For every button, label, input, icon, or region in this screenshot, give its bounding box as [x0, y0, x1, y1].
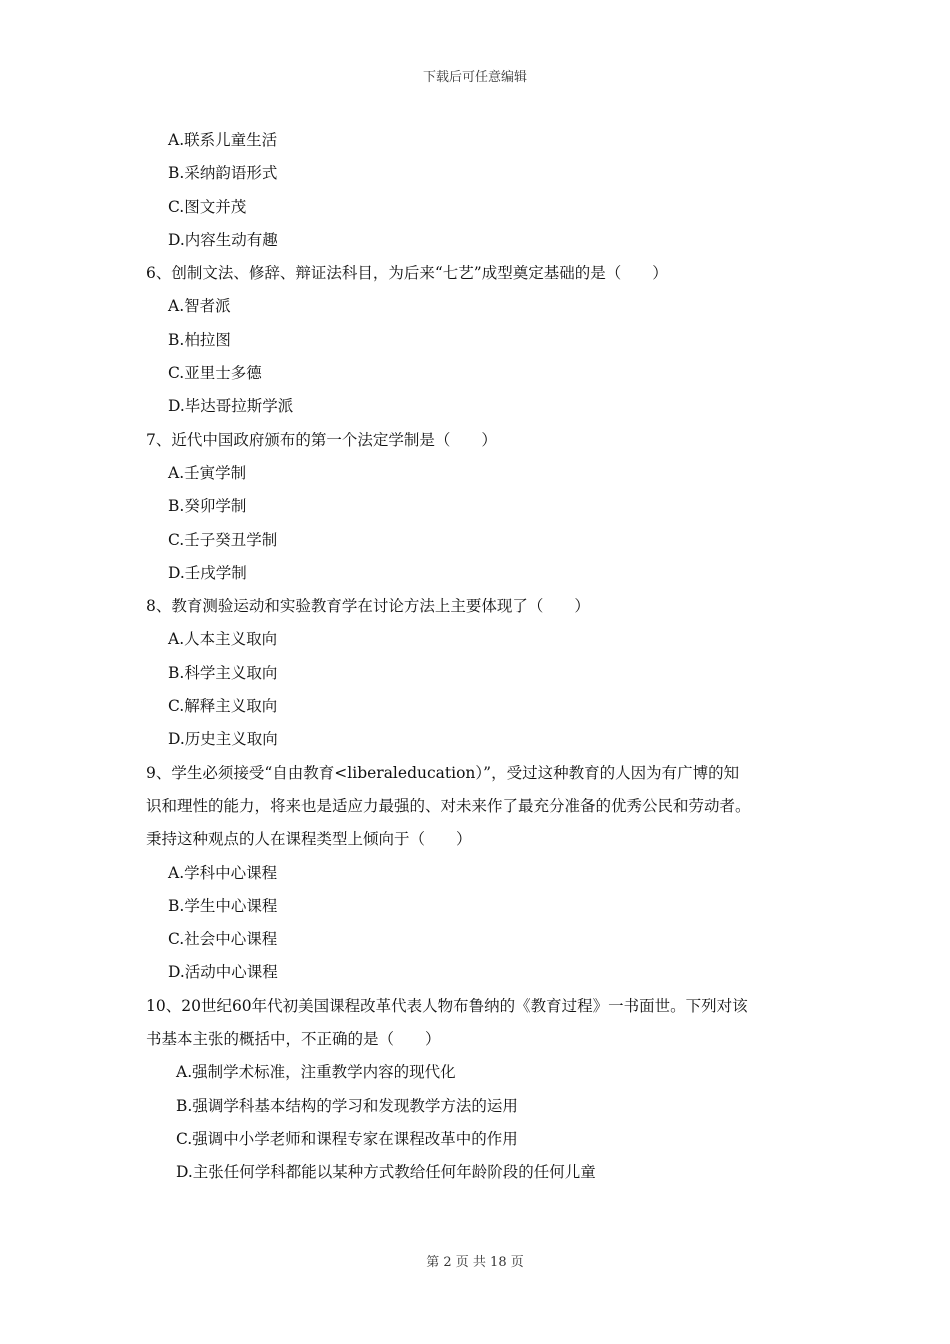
- option-line: A.联系儿童生活: [168, 131, 278, 149]
- question-line: 书基本主张的概括中，不正确的是（ ）: [146, 1030, 441, 1049]
- option-line: D.毕达哥拉斯学派: [168, 397, 294, 416]
- option-line: B.柏拉图: [168, 330, 231, 349]
- option-line: C.亚里士多德: [168, 364, 262, 383]
- option-line: B.学生中心课程: [168, 896, 278, 915]
- option-line: C.解释主义取向: [168, 697, 278, 716]
- option-line: A.人本主义取向: [168, 630, 278, 649]
- option-line: A.学科中心课程: [168, 863, 278, 882]
- option-line: B.强调学科基本结构的学习和发现教学方法的运用: [176, 1096, 518, 1115]
- option-line: A.智者派: [168, 297, 231, 316]
- option-line: C.强调中小学老师和课程专家在课程改革中的作用: [176, 1129, 518, 1148]
- option-line: C.图文并茂: [168, 197, 247, 216]
- option-line: B.癸卯学制: [168, 497, 247, 516]
- option-line: D.历史主义取向: [168, 730, 278, 749]
- question-line: 7、近代中国政府颁布的第一个法定学制是（ ）: [146, 430, 497, 449]
- question-line: 6、创制文法、修辞、辩证法科目，为后来“七艺”成型奠定基础的是（ ）: [146, 264, 668, 283]
- option-line: D.主张任何学科都能以某种方式教给任何年龄阶段的任何儿童: [176, 1163, 596, 1182]
- option-line: B.科学主义取向: [168, 663, 278, 682]
- question-line: 9、学生必须接受“自由教育<liberaleducation）”，受过这种教育的人因为有广博的知: [146, 763, 740, 782]
- question-line: 秉持这种观点的人在课程类型上倾向于（ ）: [146, 830, 472, 849]
- option-line: D.活动中心课程: [168, 963, 278, 982]
- option-line: C.壬子癸丑学制: [168, 530, 278, 549]
- option-line: D.壬戌学制: [168, 563, 247, 582]
- option-line: A.强制学术标准，注重教学内容的现代化: [176, 1063, 456, 1082]
- question-line: 识和理性的能力，将来也是适应力最强的、对未来作了最充分准备的优秀公民和劳动者。: [146, 796, 751, 815]
- page-footer: 第 2 页 共 18 页: [426, 1255, 524, 1270]
- option-line: C.社会中心课程: [168, 930, 278, 949]
- option-line: D.内容生动有趣: [168, 230, 278, 249]
- question-line: 10、20世纪60年代初美国课程改革代表人物布鲁纳的《教育过程》一书面世。下列对该: [146, 996, 748, 1015]
- question-line: 8、教育测验运动和实验教育学在讨论方法上主要体现了（ ）: [146, 597, 590, 616]
- question-content: [146, 124, 816, 1190]
- option-line: B.采纳韵语形式: [168, 164, 278, 183]
- page-header: 下载后可任意编辑: [422, 70, 527, 85]
- option-line: A.壬寅学制: [168, 463, 247, 482]
